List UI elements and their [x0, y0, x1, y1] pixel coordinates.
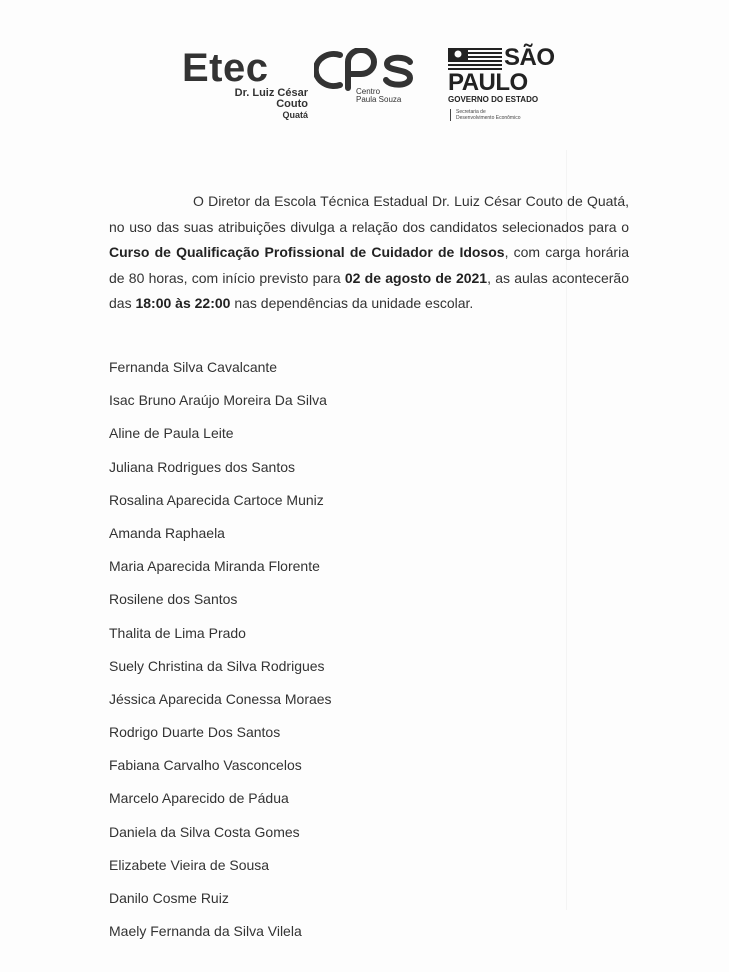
secretaria-line1: Secretaria de — [456, 109, 486, 115]
course-name: Curso de Qualificação Profissional de Cuidador de Idosos — [109, 244, 505, 260]
cps-logo-mark-icon — [314, 48, 418, 92]
cps-logo-subtitle — [356, 88, 401, 104]
candidate-name: Rosilene dos Santos — [109, 591, 238, 608]
candidate-name: Marcelo Aparecido de Pádua — [109, 790, 289, 807]
intro-text-3: , as aulas acontecerão das — [109, 269, 629, 311]
etec-logo-line3: Quatá — [282, 110, 308, 120]
candidate-name: Maely Fernanda da Silva Vilela — [109, 923, 302, 940]
sao-paulo-logo-line1: SÃO — [504, 44, 555, 71]
etec-logo-line1: Dr. Luiz César — [234, 87, 308, 99]
etec-logo — [182, 44, 312, 124]
sao-paulo-logo-line3: GOVERNO DO ESTADO — [448, 95, 539, 104]
cps-logo-line2: Paula Souza — [356, 95, 402, 104]
etec-logo-word: Etec — [182, 46, 269, 90]
candidate-name: Fernanda Silva Cavalcante — [109, 359, 278, 375]
candidate-name: Isac Bruno Araújo Moreira Da Silva — [109, 392, 327, 409]
secretaria-label — [450, 109, 520, 121]
cps-logo-line1: Centro — [356, 87, 381, 96]
start-date: 02 de agosto de 2021 — [344, 269, 488, 286]
candidate-name: Rodrigo Duarte Dos Santos — [109, 724, 281, 741]
intro-paragraph — [109, 189, 629, 317]
etec-logo-line2: Couto — [276, 98, 308, 110]
candidate-name: Danilo Cosme Ruiz — [109, 890, 229, 906]
candidate-name: Elizabete Vieira de Sousa — [109, 856, 270, 873]
candidate-name: Juliana Rodrigues dos Santos — [109, 458, 296, 475]
sao-paulo-government-logo — [448, 46, 568, 126]
etec-logo-subtitle — [204, 88, 308, 121]
candidate-name: Daniela da Silva Costa Gomes — [109, 823, 300, 840]
candidate-name: Maria Aparecida Miranda Florente — [109, 558, 320, 575]
sao-paulo-flag-icon — [448, 48, 502, 70]
intro-text-2: , com carga horária de 80 horas, com início previsto para — [109, 244, 629, 286]
intro-text-1: O Diretor da Escola Técnica Estadual Dr. Luiz César Couto de Quatá, no uso das suas atribuições divulga a relação dos candidatos selecionados para o — [109, 193, 629, 235]
candidate-name: Suely Christina da Silva Rodrigues — [109, 657, 325, 674]
candidate-name: Rosalina Aparecida Cartoce Muniz — [109, 491, 324, 508]
candidate-name: Amanda Raphaela — [109, 524, 225, 541]
class-schedule: 18:00 às 22:00 — [135, 295, 231, 311]
cps-logo — [314, 48, 418, 108]
candidate-name: Jéssica Aparecida Conessa Moraes — [109, 690, 332, 707]
candidate-name: Aline de Paula Leite — [109, 425, 234, 442]
selected-candidates-list — [109, 355, 332, 952]
candidate-name: Thalita de Lima Prado — [109, 624, 246, 641]
intro-text-4: nas dependências da unidade escolar. — [230, 295, 474, 311]
secretaria-line2: Desenvolvimento Econômico — [456, 115, 521, 121]
sao-paulo-logo-line2: PAULO — [448, 69, 528, 96]
candidate-name: Fabiana Carvalho Vasconcelos — [109, 757, 302, 774]
